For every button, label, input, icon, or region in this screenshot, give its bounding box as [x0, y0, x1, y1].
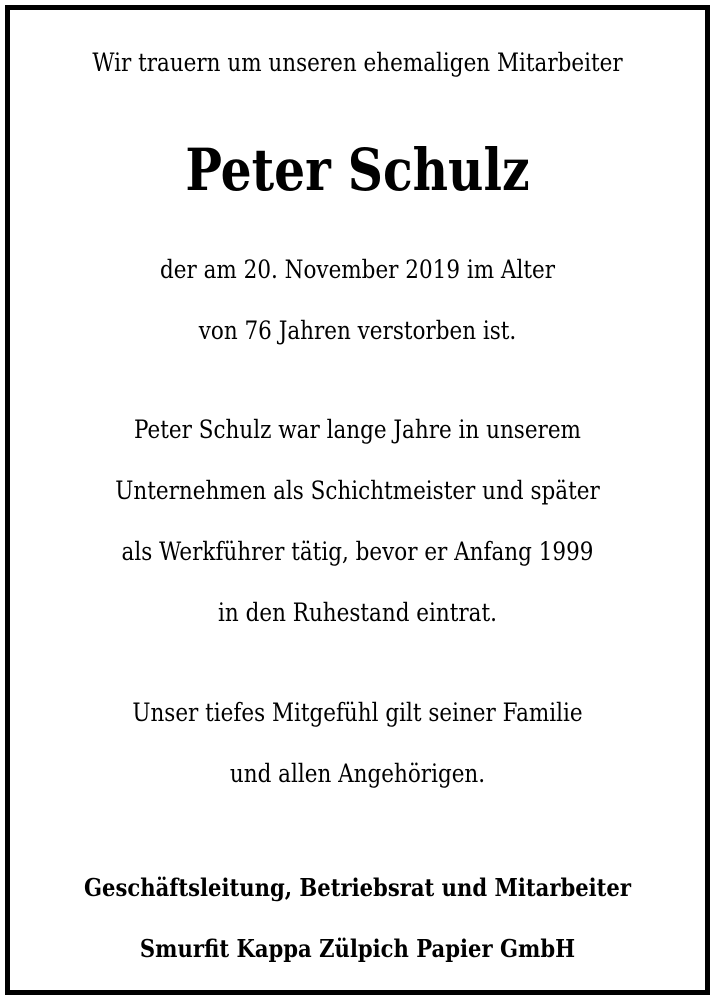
sympathy-line-2: und allen Angehörigen. [229, 759, 486, 788]
deceased-name: Peter Schulz [185, 136, 530, 204]
signature-line-1: Geschäftsleitung, Betriebsrat und Mitarbeiter [84, 873, 631, 902]
career-line-1: Peter Schulz war lange Jahre in unserem [134, 415, 581, 444]
intro-text: Wir trauern um unseren ehemaligen Mitarbeiter [92, 48, 623, 77]
death-line-2: von 76 Jahren verstorben ist. [198, 316, 517, 345]
career-line-4: in den Ruhestand eintrat. [218, 598, 497, 627]
death-line-1: der am 20. November 2019 im Alter [160, 255, 555, 284]
career-line-2: Unternehmen als Schichtmeister und später [115, 476, 600, 505]
signature-line-2: Smurfit Kappa Zülpich Papier GmbH [139, 934, 576, 963]
obituary-frame [5, 5, 710, 995]
sympathy-line-1: Unser tiefes Mitgefühl gilt seiner Familie [132, 698, 583, 727]
career-line-3: als Werkführer tätig, bevor er Anfang 1999 [121, 537, 594, 566]
